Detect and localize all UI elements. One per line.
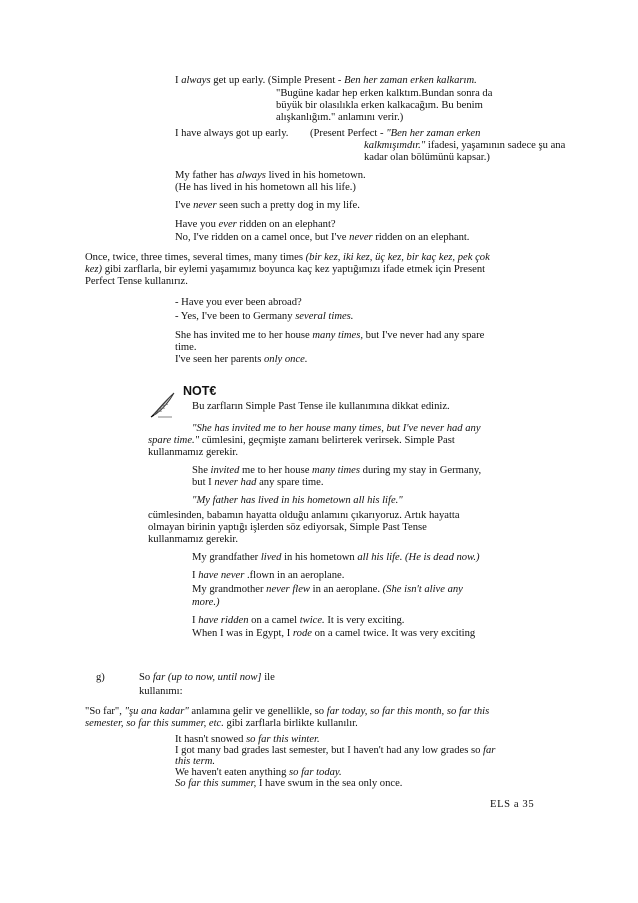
- example-sentence: more.): [192, 597, 220, 608]
- paragraph-line: Perfect Tense kullanırız.: [85, 276, 188, 287]
- example-sentence: "My father has lived in his hometown all his life.": [192, 495, 403, 506]
- note-line: "She has invited me to her house many times, but I've never had any: [192, 423, 481, 434]
- note-line: Bu zarfların Simple Past Tense ile kullanımına dikkat ediniz.: [192, 401, 450, 412]
- example-sentence: I have never .flown in an aeroplane.: [192, 570, 345, 581]
- example-sentence: I've never seen such a pretty dog in my life.: [175, 200, 360, 211]
- example-sentence: She invited me to her house many times during my stay in Germany,: [192, 465, 482, 476]
- explanation-line: "Bugüne kadar hep erken kalktım.Bundan sonra da: [276, 88, 493, 99]
- note-line: spare time." cümlesini, geçmişte zamanı belirterek verirsek. Simple Past: [148, 435, 455, 446]
- example-sentence: My father has always lived in his hometown.: [175, 170, 366, 181]
- example-sentence: I have ridden on a camel twice. It is very exciting.: [192, 615, 405, 626]
- dialogue-line: - Have you ever been abroad?: [175, 297, 302, 308]
- example-sentence: So far this summer, I have swum in the sea only once.: [175, 778, 403, 789]
- present-perfect-note: (Present Perfect - "Ben her zaman erken: [310, 128, 481, 139]
- example-sentence: I got many bad grades last semester, but I haven't had any low grades so far: [175, 745, 496, 756]
- sentence-always-simple-present: I always get up early. (Simple Present - Ben her zaman erken kalkarım.: [175, 75, 477, 86]
- note-line: olmayan birinin yaptığı işlerden söz ediyorsak, Simple Past Tense: [148, 522, 427, 533]
- example-sentence: My grandfather lived in his hometown all his life. (He is dead now.): [192, 552, 480, 563]
- paragraph-line: "So far", "şu ana kadar" anlamına gelir ve genellikle, so far today, so far this month, so far this: [85, 706, 490, 717]
- paragraph-line: kez) gibi zarflarla, bir eylemi yaşamımız boyunca kaç kez yaptığımızı ifade etmek için Present: [85, 264, 486, 275]
- example-sentence: We haven't eaten anything so far today.: [175, 767, 342, 778]
- note-line: cümlesinden, babamın hayatta olduğu anlamını çıkarıyoruz. Artık hayatta: [148, 510, 460, 521]
- example-sentence: I've seen her parents only once.: [175, 354, 308, 365]
- section-label: g): [96, 672, 105, 683]
- paragraph-line: Once, twice, three times, several times, many times (bir kez, iki kez, üç kez, bir kaç kez, pek çok: [85, 252, 490, 263]
- page-number: ELS a 35: [490, 799, 535, 810]
- present-perfect-note: kalkmışımdır." ifadesi, yaşamının sadece şu ana: [364, 140, 566, 151]
- note-line: kullanmamız gerekir.: [148, 534, 239, 545]
- note-line: kullanmamız gerekir.: [148, 447, 239, 458]
- note-title: NOT€: [183, 384, 217, 398]
- dialogue-line: - Yes, I've been to Germany several times.: [175, 311, 354, 322]
- example-sentence: When I was in Egypt, I rode on a camel twice. It was very exciting: [192, 628, 476, 639]
- example-sentence: time.: [175, 342, 197, 353]
- example-sentence: My grandmother never flew in an aeroplane. (She isn't alive any: [192, 584, 463, 595]
- example-sentence: but I never had any spare time.: [192, 477, 324, 488]
- quill-pen-icon: [148, 390, 178, 420]
- example-sentence: She has invited me to her house many times, but I've never had any spare: [175, 330, 485, 341]
- section-heading: So far (up to now, until now] ile: [139, 672, 275, 683]
- present-perfect-note: kadar olan bölümünü kapsar.): [364, 152, 490, 163]
- section-heading: kullanımı:: [139, 686, 183, 697]
- example-sentence: Have you ever ridden on an elephant?: [175, 219, 336, 230]
- paragraph-line: semester, so far this summer, etc. gibi zarflarla birlikte kullanılır.: [85, 718, 358, 729]
- explanation-line: büyük bir olasılıkla erken kalkacağım. Bu benim: [276, 100, 483, 111]
- example-sentence: this term.: [175, 756, 216, 767]
- example-sentence: (He has lived in his hometown all his life.): [175, 182, 356, 193]
- explanation-line: alışkanlığım." anlamını verir.): [276, 112, 404, 123]
- example-sentence: It hasn't snowed so far this winter.: [175, 734, 320, 745]
- example-sentence: No, I've ridden on a camel once, but I've never ridden on an elephant.: [175, 232, 470, 243]
- sentence-present-perfect: I have always got up early.: [175, 128, 289, 139]
